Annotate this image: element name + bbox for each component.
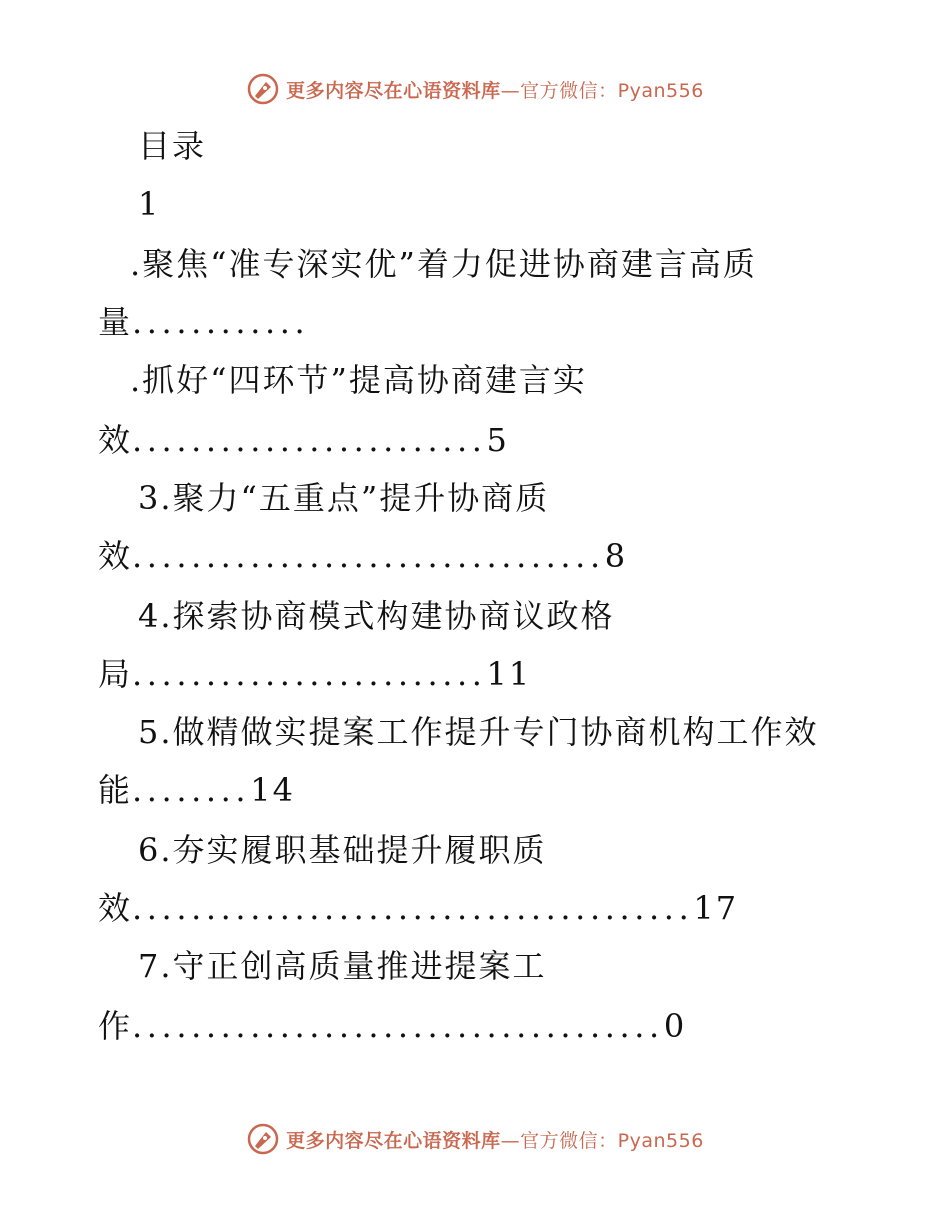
watermark-separator: — (500, 79, 521, 102)
toc-entry-dots: ........ (132, 771, 251, 809)
toc-entry-prefix: 7. (138, 947, 173, 985)
watermark-text (286, 76, 704, 103)
toc-entry-title-text: 聚力“五重点”提升协商质 (172, 479, 550, 517)
toc-entry-title-end: 效 (98, 537, 133, 575)
toc-entry-title[interactable] (138, 478, 549, 518)
toc-entry-leader[interactable] (98, 536, 627, 576)
toc-entry-title-text: 做精做实提案工作提升专门协商机构工作效 (172, 713, 819, 751)
toc-entry-leader[interactable] (98, 770, 295, 810)
watermark-brand: 更多内容尽在心语资料库 (286, 1129, 501, 1152)
watermark-contact: 官方微信：Pyan556 (520, 1129, 704, 1152)
toc-entry-page: 14 (250, 771, 295, 809)
toc-entry-leader[interactable] (98, 1006, 686, 1046)
pen-nib-logo-icon (246, 72, 280, 106)
toc-entry-dots: ...................................... (132, 889, 694, 927)
toc-number-line: 1 (138, 185, 161, 223)
watermark-contact: 官方微信：Pyan556 (520, 79, 704, 102)
toc-entry-page: 17 (693, 889, 739, 927)
toc-entry-title-text: 探索协商模式构建协商议政格 (172, 597, 615, 635)
watermark-separator: — (500, 1129, 521, 1152)
toc-entry-leader[interactable] (98, 888, 738, 928)
toc-entry-prefix: 3. (138, 479, 173, 517)
toc-entry-title-end: 局 (98, 655, 133, 693)
pen-nib-logo-icon (246, 1122, 280, 1156)
toc-entry-dots: ............ (132, 303, 310, 341)
toc-entry-title-end: 作 (98, 1007, 133, 1045)
toc-entry-title[interactable] (130, 360, 587, 400)
toc-entry-prefix: 5. (138, 713, 173, 751)
toc-entry-title[interactable] (138, 830, 547, 870)
footer-watermark (0, 1122, 950, 1156)
toc-entry-leader[interactable] (98, 302, 309, 342)
toc-entry-title-end: 效 (98, 889, 133, 927)
toc-entry-title-text: 守正创高质量推进提案工 (172, 947, 547, 985)
toc-entry-prefix: 6. (138, 831, 173, 869)
toc-entry-title-text: 聚焦“准专深实优”着力促进协商建言高质 (142, 245, 757, 283)
toc-entry-leader[interactable] (98, 654, 531, 694)
toc-entry-prefix: . (130, 245, 143, 283)
toc-entry-title[interactable] (138, 596, 615, 636)
toc-entry-title[interactable] (138, 946, 547, 986)
toc-entry-dots: .................................... (132, 1007, 664, 1045)
toc-entry-title-text: 夯实履职基础提升履职质 (172, 831, 547, 869)
toc-entry-title[interactable] (130, 244, 757, 284)
toc-entry-title-end: 能 (98, 771, 133, 809)
toc-entry-dots: ................................ (132, 537, 605, 575)
toc-entry-title-end: 量 (98, 303, 133, 341)
watermark-text (286, 1126, 704, 1153)
header-watermark (0, 72, 950, 106)
toc-entry-title-end: 效 (98, 421, 133, 459)
toc-entry-page: 5 (486, 421, 509, 459)
toc-entry-title[interactable] (138, 712, 819, 752)
toc-entry-prefix: . (130, 361, 143, 399)
toc-entry-leader[interactable] (98, 420, 509, 460)
toc-entry-page: 8 (604, 537, 628, 575)
toc-entry-title-text: 抓好“四环节”提高协商建言实 (142, 361, 587, 399)
toc-heading: 目录 (138, 127, 207, 165)
watermark-brand: 更多内容尽在心语资料库 (286, 79, 501, 102)
toc-entry-dots: ........................ (132, 421, 487, 459)
toc-entry-page: 0 (663, 1007, 687, 1045)
toc-entry-page: 11 (486, 655, 532, 693)
toc-entry-prefix: 4. (138, 597, 173, 635)
toc-entry-dots: ........................ (132, 655, 487, 693)
